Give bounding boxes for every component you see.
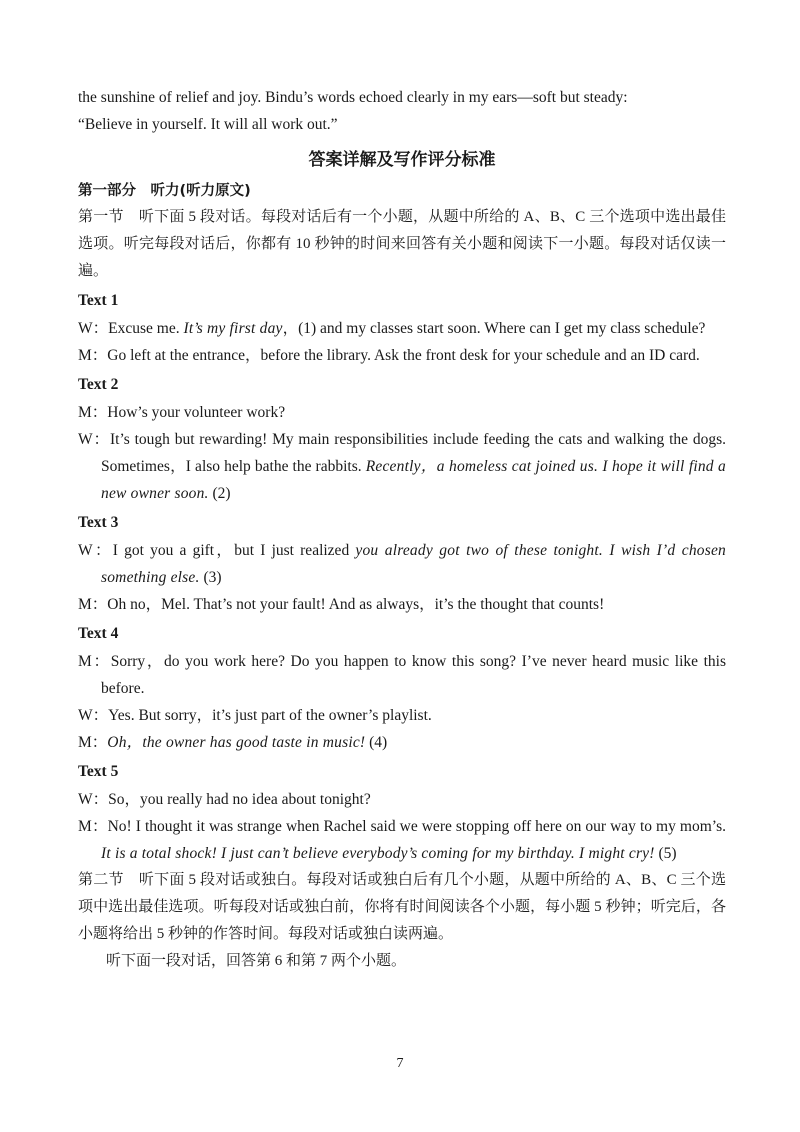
dialogue-text: Sorry，do you work here? Do you happen to know this song? I’ve never heard music like this before. (101, 653, 726, 697)
page-number: 7 (396, 1056, 404, 1071)
dialogue-text: Go left at the entrance，before the library. Ask the front desk for your schedule and an ID card. (107, 347, 700, 364)
dialogue-text: So，you really had no idea about tonight? (108, 791, 371, 808)
dialogue-line (78, 399, 726, 426)
dialogue-text: Excuse me. (108, 320, 184, 337)
dialogue-text-tail: (3) (199, 569, 222, 586)
page-title: 答案详解及写作评分标准 (308, 150, 496, 170)
dialogue-line (78, 648, 726, 702)
dialogue-text-tail: (4) (365, 734, 388, 751)
dialogue-line (78, 729, 726, 756)
document-page (78, 84, 726, 975)
dialogue-line (78, 315, 726, 342)
text-heading: Text 1 (78, 292, 119, 309)
dialogue-line (78, 426, 726, 507)
dialogue-text-tail: (2) (208, 485, 231, 502)
dialogue-line (78, 786, 726, 813)
answer-cue-text: Oh，the owner has good taste in music! (107, 734, 366, 751)
speaker-label: W： (78, 431, 110, 448)
dialogue-text: I got you a gift，but I just realized (112, 542, 356, 559)
dialogue-line (78, 537, 726, 591)
text-heading: Text 5 (78, 763, 119, 780)
speaker-label: W： (78, 791, 109, 808)
speaker-label: W： (78, 320, 109, 337)
dialogue-text-tail: (5) (654, 845, 677, 862)
speaker-label: M： (78, 596, 108, 613)
dialogue-line (78, 591, 726, 618)
dialogue-line (78, 342, 726, 369)
answer-cue-text: you already got two of these tonight. I wish I’d chosen something else. (101, 542, 726, 586)
dialogue-text: It’s tough but rewarding! My main responsibilities include feeding the cats and walking the dogs. Sometimes，I also help bathe the rabbits. (101, 431, 726, 475)
listen-next-instruction: 听下面一段对话，回答第 6 和第 7 两个小题。 (106, 953, 407, 969)
dialogue-line (78, 813, 726, 867)
speaker-label: M： (78, 404, 108, 421)
answer-cue-text: It is a total shock! I just can’t believe everybody’s coming for my birthday. I might cry! (101, 845, 655, 862)
dialogue-texts (78, 287, 726, 867)
intro-line-1: the sunshine of relief and joy. Bindu’s words echoed clearly in my ears—soft but steady: (78, 89, 628, 106)
part1-heading: 第一部分 听力(听力原文) (78, 183, 251, 199)
dialogue-text: How’s your volunteer work? (107, 404, 286, 421)
dialogue-text: Yes. But sorry，it’s just part of the owner’s playlist. (108, 707, 432, 724)
text-heading: Text 2 (78, 376, 119, 393)
speaker-label: W： (78, 707, 109, 724)
text-heading: Text 3 (78, 514, 119, 531)
speaker-label: M： (78, 818, 108, 835)
intro-line-2: “Believe in yourself. It will all work out.” (78, 116, 338, 133)
section1-intro: 第一节 听下面 5 段对话。每段对话后有一个小题，从题中所给的 A、B、C 三个选项中选出最佳选项。听完每段对话后，你都有 10 秒钟的时间来回答有关小题和阅读下一小题。每段对话仅读一遍。 (78, 209, 726, 279)
dialogue-line (78, 702, 726, 729)
speaker-label: M： (78, 653, 111, 670)
answer-cue-text: Recently，a homeless cat joined us. I hope it will find a new owner soon. (101, 458, 726, 502)
text-heading: Text 4 (78, 625, 119, 642)
dialogue-text-tail: ，(1) and my classes start soon. Where can I get my class schedule? (282, 320, 706, 337)
dialogue-text: Oh no，Mel. That’s not your fault! And as always，it’s the thought that counts! (107, 596, 605, 613)
section2-intro: 第二节 听下面 5 段对话或独白。每段对话或独白后有几个小题，从题中所给的 A、B、C 三个选项中选出最佳选项。听每段对话或独白前，你将有时间阅读各个小题，每小题 5 秒钟；听完后，各小题将给出 5 秒钟的作答时间。每段对话或独白读两遍。 (78, 872, 726, 942)
speaker-label: W： (78, 542, 113, 559)
dialogue-text: No! I thought it was strange when Rachel said we were stopping off here on our way to my mom’s. (107, 818, 726, 835)
speaker-label: M： (78, 734, 108, 751)
answer-cue-text: It’s my first day (183, 320, 283, 337)
speaker-label: M： (78, 347, 108, 364)
